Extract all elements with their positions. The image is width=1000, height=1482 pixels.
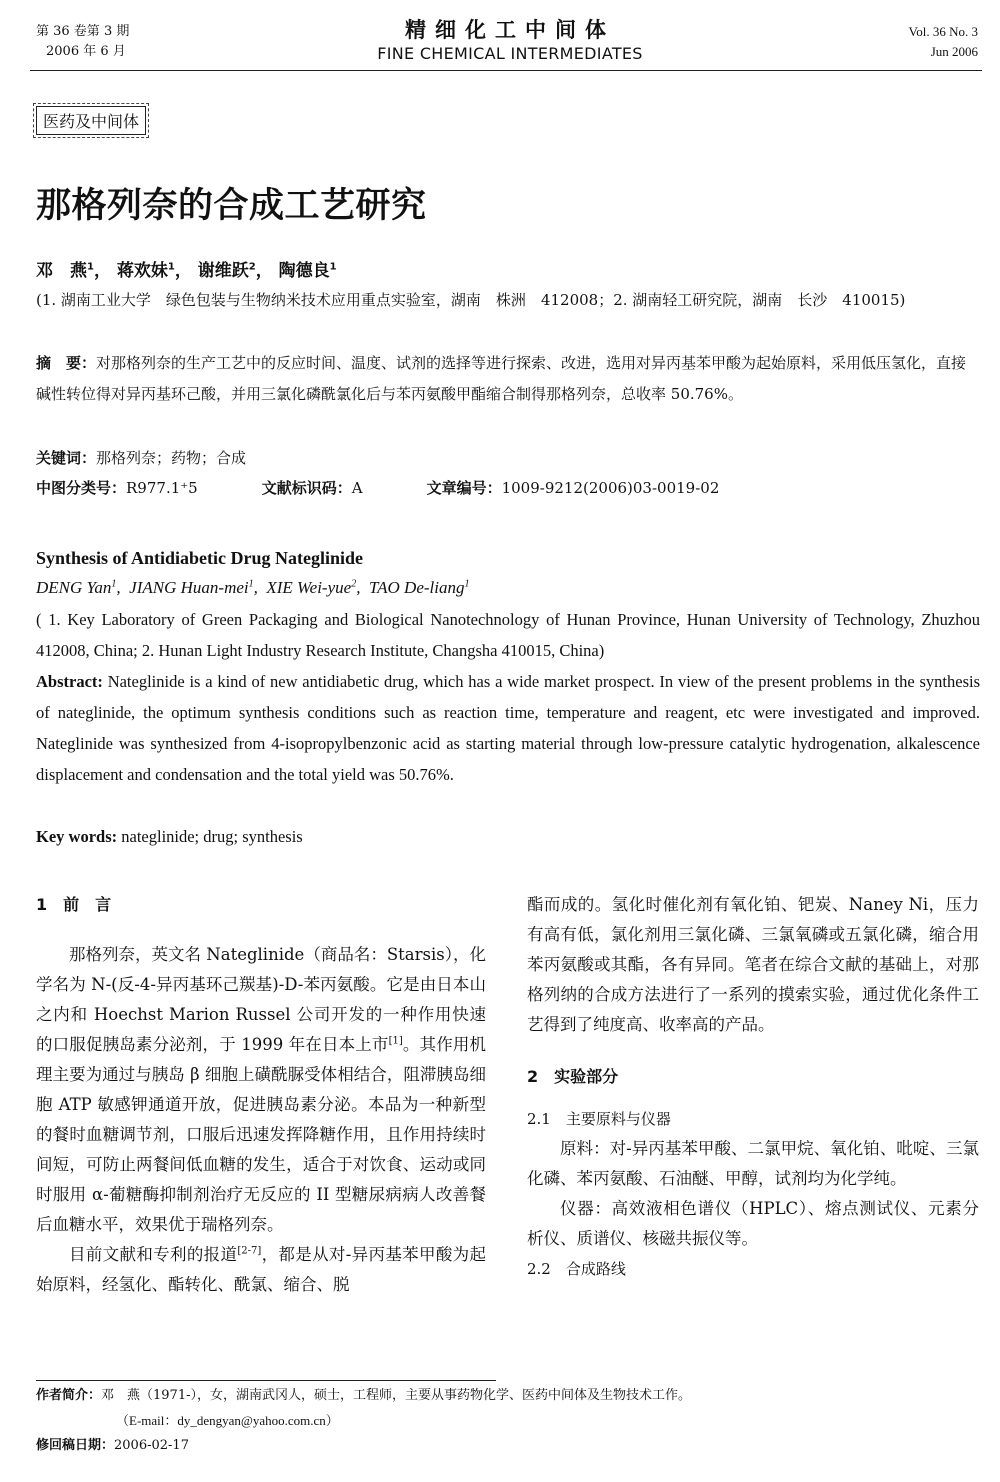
author-aff: 1 <box>111 578 117 590</box>
revision-date-value: 2006-02-17 <box>114 1438 189 1453</box>
issue-info <box>36 22 129 62</box>
author-aff: 1 <box>248 578 254 590</box>
body-column-left <box>36 890 486 1300</box>
author-en: DENG Yan <box>36 578 112 597</box>
author-en: XIE Wei-yue <box>266 578 352 597</box>
citation: [2-7] <box>237 1245 262 1257</box>
article-no-label: 文章编号： <box>426 479 502 497</box>
paragraph: 仪器：高效液相色谱仪（HPLC）、熔点测试仪、元素分析仪、质谱仪、核磁共振仪等。 <box>527 1199 979 1248</box>
keywords-text-en: nateglinide; drug; synthesis <box>121 827 303 846</box>
abstract-cn <box>36 348 980 410</box>
issue-volume-en: Vol. 36 No. 3 <box>908 24 978 39</box>
section-heading: 2 实验部分 <box>527 1067 619 1086</box>
paragraph-continued: 酯而成的。氢化时催化剂有氧化铂、钯炭、Naney Ni，压力有高有低，氯化剂用三氯化磷、三氯氧磷或五氯化磷，缩合用苯丙氨酸或其酯，各有异同。笔者在综合文献的基础上，对那格列纳的合成方法进行了一系列的摸索实验，通过优化条件工艺得到了纯度高、收率高的产品。 <box>527 895 979 1034</box>
abstract-text-cn: 对那格列奈的生产工艺中的反应时间、温度、试剂的选择等进行探索、改进，选用对异丙基苯甲酸为起始原料，采用低压氢化，直接碱性转位得对异丙基环己酸，并用三氯化磷酰氯化后与苯丙氨酸甲酯缩合制得那格列奈，总收率 50.76%。 <box>36 354 967 403</box>
author-aff: 2 <box>248 261 256 273</box>
citation: [1] <box>388 1035 403 1047</box>
doc-code-label: 文献标识码： <box>261 479 352 497</box>
author-aff: 1 <box>329 261 337 273</box>
authors-cn: 邓 燕$^1$， 蒋欢妹$^1$， 谢维跃$^2$， 陶德良$^1$ <box>36 261 337 281</box>
journal-name-en: FINE CHEMICAL INTERMEDIATES <box>377 44 643 63</box>
revision-date <box>36 1433 691 1458</box>
paragraph-text: 。其作用机理主要为通过与胰岛 β 细胞上磺酰脲受体相结合，阻滞胰岛细胞 ATP 敏感钾通道开放，促进胰岛素分泌。本品为一种新型的餐时血糖调节剂，口服后迅速发挥降糖作用，且作用持续时间短，可防止两餐间低血糖的发生，适合于对饮食、运动或同时服用 α-葡糖酶抑制剂治疗无反应的 II 型糖尿病病人改善餐后血糖水平，效果优于瑞格列奈。 <box>36 1035 487 1234</box>
author-cn: 邓 燕 <box>36 261 87 281</box>
abstract-text-en: Nateglinide is a kind of new antidiabetic drug, which has a wide market prospect. In view of the present problems in the synthesis of nateglinide, the optimum synthesis conditions such as reaction time, temperature and reagent, etc were investigated and improved. Nateglinide was synthesized from 4-isopropylbenzonic acid as starting material through low-pressure catalytic hydrogenation, alkalescence displacement and condensation and the total yield was 50.76%. <box>36 672 980 784</box>
author-aff: 1 <box>464 578 470 590</box>
footnote <box>36 1383 691 1458</box>
paragraph <box>36 940 486 1240</box>
abstract-label-cn: 摘 要： <box>36 354 97 372</box>
doc-code-value: A <box>351 479 363 497</box>
abstract-en: Abstract: Nateglinide is a kind of new antidiabetic drug, which has a wide market prospect. In view of the present problems in the synthesis of nateglinide, the optimum synthesis conditions such as reaction time, temperature and reagent, etc were investigated and improved. Nateglinide was synthesized from 4-isopropylbenzonic acid as starting material through low-pressure catalytic hydrogenation, alkalescence displacement and condensation and the total yield was 50.76%. <box>36 672 980 784</box>
paragraph-text: 那格列奈，英文名 Nateglinide（商品名：Starsis），化学名为 N-(反-4-异丙基环己羰基)-D-苯丙氨酸。它是由日本山之内和 Hoechst Marion Russel 公司开发的一种作用快速的口服促胰岛素分泌剂，于 1999 年在日本上市 <box>36 945 486 1054</box>
author-bio-text: 邓 燕（1971-），女，湖南武冈人，硕士，工程师，主要从事药物化学、医药中间体及生物技术工作。 <box>101 1388 691 1403</box>
author-bio-label: 作者简介： <box>36 1388 102 1403</box>
subsection-heading: 2.2 合成路线 <box>527 1260 626 1278</box>
footnote-rule <box>36 1380 496 1381</box>
article-no-value: 1009-9212(2006)03-0019-02 <box>501 479 720 497</box>
keywords-cn <box>36 443 980 473</box>
affiliation-cn: (1. 湖南工业大学 绿色包装与生物纳米技术应用重点实验室，湖南 株洲 412008；2. 湖南轻工研究院，湖南 长沙 410015) <box>36 291 906 309</box>
keywords-en: Key words: nateglinide; drug; synthesis <box>36 827 303 846</box>
page-title-en: Synthesis of Antidiabetic Drug Nateglinide <box>36 548 364 568</box>
author-aff: 1 <box>167 261 175 273</box>
affiliation-en: ( 1. Key Laboratory of Green Packaging and Biological Nanotechnology of Hunan Province, Hunan University of Technology, Zhuzhou 412008, China; 2. Hunan Light Industry Research Institute, Changsha 410015, China) <box>36 610 980 660</box>
journal-name <box>300 16 720 64</box>
author-bio <box>36 1383 691 1408</box>
author-en: JIANG Huan-mei <box>129 578 249 597</box>
issue-date: 2006 年 6 月 <box>46 44 126 59</box>
subsection-heading: 2.1 主要原料与仪器 <box>527 1110 671 1128</box>
paragraph-text: 目前文献和专利的报道 <box>69 1245 238 1264</box>
issue-info-en <box>909 22 978 62</box>
author-email: （E-mail：dy_dengyan@yahoo.com.cn） <box>116 1413 339 1428</box>
revision-date-label: 修回稿日期： <box>36 1438 115 1453</box>
class-label: 中图分类号： <box>36 479 127 497</box>
paragraph-text-continued: ，都是从对-异丙基苯甲酸为起始原料，经氢化、酯转化、酰氯、缩合、脱 <box>36 1245 487 1294</box>
classification-line <box>36 473 980 503</box>
issue-volume: 第 36 卷第 3 期 <box>36 24 130 39</box>
author-cn: 蒋欢妹 <box>116 261 168 281</box>
body-column-right <box>527 890 979 1284</box>
paragraph: 原料：对-异丙基苯甲酸、二氯甲烷、氧化铂、吡啶、三氯化磷、苯丙氨酸、石油醚、甲醇，试剂均为化学纯。 <box>527 1139 979 1188</box>
author-en: TAO De-liang <box>368 578 465 597</box>
section-heading: 1 前 言 <box>36 895 112 914</box>
author-aff: 1 <box>87 261 94 273</box>
keywords-text-cn: 那格列奈；药物；合成 <box>96 449 247 467</box>
issue-date-en: Jun 2006 <box>930 44 978 59</box>
authors-en: DENG Yan$^1$, JIANG Huan-mei$^1$, XIE Wei-yue$^2$, TAO De-liang$^1$ <box>36 578 470 597</box>
author-cn: 谢维跃 <box>197 261 249 281</box>
journal-name-cn: 精细化工中间体 <box>405 17 615 42</box>
page-title-cn: 那格列奈的合成工艺研究 <box>36 186 427 226</box>
header-rule <box>30 70 982 71</box>
keywords-label-cn: 关键词： <box>36 449 97 467</box>
paragraph <box>36 1240 486 1300</box>
column-tag: 医药及中间体 <box>36 106 146 135</box>
class-value: R977.1⁺5 <box>126 479 198 497</box>
abstract-label-en: Abstract <box>36 672 98 691</box>
author-cn: 陶德良 <box>278 261 330 281</box>
keywords-label-en: Key words <box>36 827 112 846</box>
author-aff: 2 <box>351 578 357 590</box>
